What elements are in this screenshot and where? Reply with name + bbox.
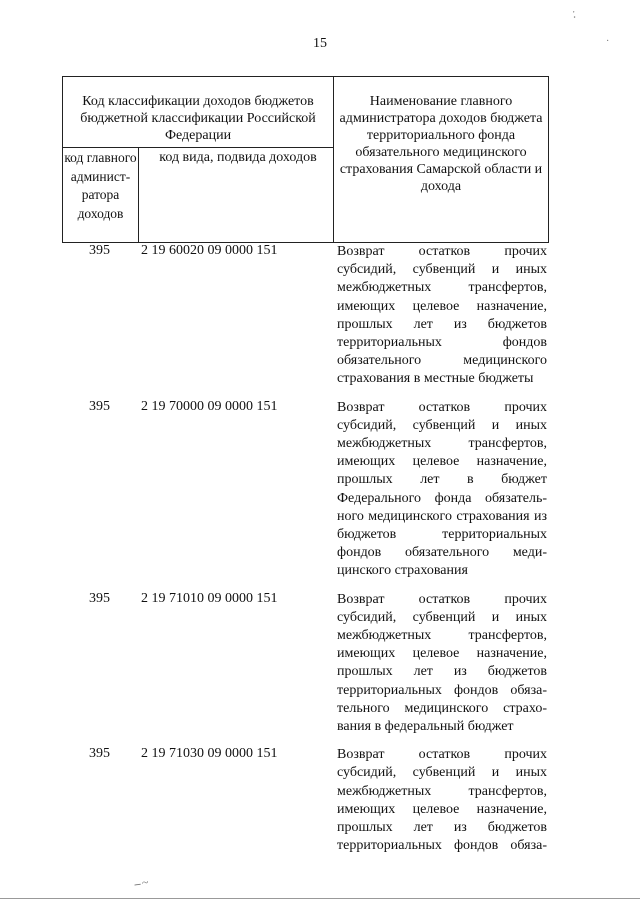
table-row — [62, 591, 549, 737]
table-row — [62, 243, 549, 389]
scan-bottom-edge — [0, 898, 640, 899]
header-revenue-type-code: код вида, подвида доходов — [159, 150, 317, 165]
scan-artifact-mark: ·˙ — [567, 8, 584, 23]
admin-code-cell: 395 — [89, 243, 110, 258]
admin-code-cell: 395 — [89, 590, 110, 606]
revenue-code-cell: 2 19 71030 09 0000 151 — [141, 746, 278, 762]
revenue-classification-table — [62, 76, 549, 856]
header-classification-code: Код классификации доходов бюджетов бюджетной классификации Российской Федерации — [80, 94, 316, 143]
table-header — [62, 76, 549, 243]
header-horizontal-divider — [63, 147, 333, 148]
header-subdivider — [138, 147, 139, 242]
revenue-name-cell: Возврат остатков прочих субсидий, субвенций и иных межбюджетных трансфертов, имеющих целевое назначение, прошлых лет из бюджетов территориальных фондов обяза- — [337, 747, 547, 854]
header-name-column: Наименование главного администратора доходов бюджета территориального фонда обязательного медицинского страхования Самарской области и дохода — [339, 94, 543, 194]
admin-code-cell: 395 — [89, 398, 110, 414]
revenue-name-cell: Возврат остатков прочих субсидий, субвенций и иных межбюджетных трансфертов, имеющих целевое назначение, прошлых лет в бюджет Федерального фонда обязатель-ного медицинского страхования из бюджетов территориальных фондов обязательного меди-цинского страхования — [337, 399, 547, 579]
revenue-code-cell: 2 19 70000 09 0000 151 — [141, 398, 278, 414]
revenue-code-cell: 2 19 60020 09 0000 151 — [141, 243, 278, 258]
header-admin-code: код главного админист-ратора доходов — [64, 150, 137, 221]
page-number: 15 — [313, 36, 327, 51]
scan-artifact-dot: · — [606, 36, 610, 47]
table-row — [62, 399, 549, 581]
revenue-name-cell: Возврат остатков прочих субсидий, субвенций и иных межбюджетных трансфертов, имеющих целевое назначение, прошлых лет из бюджетов территориальных фондов обязательного медицинского страхования в местные бюджеты — [337, 244, 547, 387]
scan-artifact-scribble: -- ~ — [133, 875, 149, 891]
admin-code-cell: 395 — [89, 746, 110, 762]
revenue-name-cell: Возврат остатков прочих субсидий, субвенций и иных межбюджетных трансфертов, имеющих целевое назначение, прошлых лет из бюджетов территориальных фондов обяза-тельного медицинского страхо-вания в федеральный бюджет — [337, 591, 547, 735]
table-body — [62, 243, 549, 856]
revenue-code-cell: 2 19 71010 09 0000 151 — [141, 590, 278, 606]
table-row — [62, 746, 549, 855]
